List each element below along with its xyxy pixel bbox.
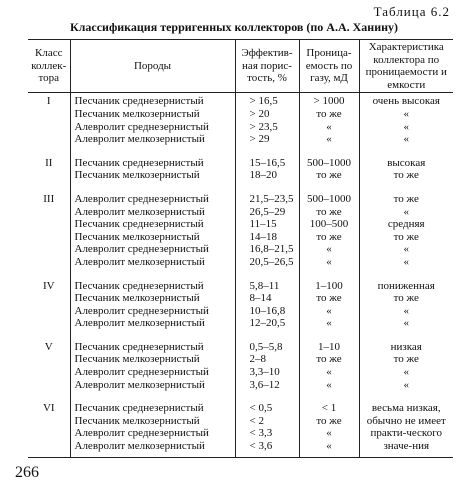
class-cell xyxy=(28,121,70,134)
characteristic-cell: « xyxy=(359,256,453,269)
characteristic-cell: то же xyxy=(359,353,453,366)
header-characteristic: Характеристика коллектора по проницаемости и емкости xyxy=(359,40,453,93)
group-spacer xyxy=(28,269,453,278)
table-row xyxy=(28,379,453,392)
characteristic-cell: то же xyxy=(359,231,453,244)
header-porosity: Эффектив-ная порис-тость, % xyxy=(235,40,299,93)
spacer-cell xyxy=(28,146,70,155)
table-row xyxy=(28,231,453,244)
group-spacer xyxy=(28,391,453,400)
spacer-cell xyxy=(28,330,70,339)
class-cell xyxy=(28,305,70,318)
porosity-cell: > 16,5 xyxy=(235,93,299,108)
spacer-cell xyxy=(235,182,299,191)
class-cell xyxy=(28,440,70,457)
permeability-cell: 1–100 xyxy=(299,278,359,293)
permeability-cell: 500–1000 xyxy=(299,191,359,206)
porosity-cell: 3,3–10 xyxy=(235,366,299,379)
rock-cell: Алевролит среднезернистый xyxy=(70,366,235,379)
permeability-cell: « xyxy=(299,317,359,330)
rock-cell: Алевролит мелкозернистый xyxy=(70,133,235,146)
rock-cell: Песчаник мелкозернистый xyxy=(70,415,235,428)
rock-cell: Песчаник среднезернистый xyxy=(70,155,235,170)
table-row xyxy=(28,317,453,330)
porosity-cell: 18–20 xyxy=(235,169,299,182)
rock-cell: Песчаник среднезернистый xyxy=(70,339,235,354)
permeability-cell: то же xyxy=(299,415,359,428)
permeability-cell: « xyxy=(299,243,359,256)
porosity-cell: 11–15 xyxy=(235,218,299,231)
rock-cell: Песчаник мелкозернистый xyxy=(70,108,235,121)
rock-cell: Песчаник среднезернистый xyxy=(70,400,235,415)
spacer-cell xyxy=(28,391,70,400)
rock-cell: Песчаник мелкозернистый xyxy=(70,231,235,244)
permeability-cell: то же xyxy=(299,353,359,366)
characteristic-cell: « xyxy=(359,366,453,379)
class-cell xyxy=(28,292,70,305)
permeability-cell: то же xyxy=(299,231,359,244)
class-cell xyxy=(28,206,70,219)
rock-cell: Алевролит среднезернистый xyxy=(70,427,235,440)
characteristic-cell: « xyxy=(359,305,453,318)
group-spacer xyxy=(28,146,453,155)
class-cell xyxy=(28,108,70,121)
characteristic-cell: средняя xyxy=(359,218,453,231)
characteristic-cell: « xyxy=(359,121,453,134)
porosity-cell: < 3,6 xyxy=(235,440,299,457)
permeability-cell: « xyxy=(299,379,359,392)
rock-cell: Песчаник среднезернистый xyxy=(70,218,235,231)
permeability-cell: < 1 xyxy=(299,400,359,415)
class-cell: VI xyxy=(28,400,70,415)
porosity-cell: < 2 xyxy=(235,415,299,428)
spacer-cell xyxy=(359,391,453,400)
spacer-cell xyxy=(70,330,235,339)
table-row xyxy=(28,243,453,256)
class-cell xyxy=(28,366,70,379)
class-cell xyxy=(28,169,70,182)
characteristic-cell: очень высокая xyxy=(359,93,453,108)
spacer-cell xyxy=(359,146,453,155)
header-rocks: Породы xyxy=(70,40,235,93)
spacer-cell xyxy=(70,146,235,155)
collector-classification-table xyxy=(28,39,453,458)
table-row xyxy=(28,191,453,206)
rock-cell: Песчаник мелкозернистый xyxy=(70,292,235,305)
permeability-cell: 500–1000 xyxy=(299,155,359,170)
characteristic-cell: пониженная xyxy=(359,278,453,293)
permeability-cell: то же xyxy=(299,169,359,182)
characteristic-cell: весьма низкая, обычно не имеет практи-ческого значе-ния xyxy=(359,400,453,457)
class-cell xyxy=(28,231,70,244)
permeability-cell: > 1000 xyxy=(299,93,359,108)
permeability-cell: « xyxy=(299,133,359,146)
table-number: Таблица 6.2 xyxy=(373,4,450,19)
class-cell xyxy=(28,243,70,256)
porosity-cell: 3,6–12 xyxy=(235,379,299,392)
porosity-cell: 26,5–29 xyxy=(235,206,299,219)
porosity-cell: 2–8 xyxy=(235,353,299,366)
table-row xyxy=(28,155,453,170)
table-row xyxy=(28,256,453,269)
porosity-cell: 15–16,5 xyxy=(235,155,299,170)
spacer-cell xyxy=(359,269,453,278)
spacer-cell xyxy=(28,269,70,278)
porosity-cell: 20,5–26,5 xyxy=(235,256,299,269)
porosity-cell: > 20 xyxy=(235,108,299,121)
class-cell xyxy=(28,133,70,146)
table-row xyxy=(28,366,453,379)
permeability-cell: « xyxy=(299,121,359,134)
class-cell xyxy=(28,427,70,440)
porosity-cell: 16,8–21,5 xyxy=(235,243,299,256)
class-cell xyxy=(28,218,70,231)
characteristic-cell: то же xyxy=(359,169,453,182)
spacer-cell xyxy=(299,182,359,191)
porosity-cell: < 0,5 xyxy=(235,400,299,415)
spacer-cell xyxy=(299,391,359,400)
permeability-cell: « xyxy=(299,440,359,457)
spacer-cell xyxy=(70,391,235,400)
rock-cell: Алевролит мелкозернистый xyxy=(70,317,235,330)
characteristic-cell: « xyxy=(359,317,453,330)
class-cell xyxy=(28,415,70,428)
spacer-cell xyxy=(359,330,453,339)
header-permeability: Проница-емость по газу, мД xyxy=(299,40,359,93)
table-row xyxy=(28,278,453,293)
group-spacer xyxy=(28,182,453,191)
table-row xyxy=(28,353,453,366)
class-cell: V xyxy=(28,339,70,354)
table-row xyxy=(28,339,453,354)
porosity-cell: < 3,3 xyxy=(235,427,299,440)
spacer-cell xyxy=(235,146,299,155)
characteristic-cell: низкая xyxy=(359,339,453,354)
spacer-cell xyxy=(299,146,359,155)
page-number: 266 xyxy=(15,464,39,481)
rock-cell: Песчаник мелкозернистый xyxy=(70,353,235,366)
class-cell: IV xyxy=(28,278,70,293)
characteristic-cell: « xyxy=(359,206,453,219)
table-row xyxy=(28,121,453,134)
porosity-cell: 12–20,5 xyxy=(235,317,299,330)
porosity-cell: 8–14 xyxy=(235,292,299,305)
spacer-cell xyxy=(235,269,299,278)
characteristic-cell: « xyxy=(359,379,453,392)
header-row xyxy=(28,40,453,93)
spacer-cell xyxy=(235,391,299,400)
class-cell xyxy=(28,317,70,330)
table-row xyxy=(28,305,453,318)
table-row xyxy=(28,169,453,182)
spacer-cell xyxy=(299,269,359,278)
spacer-cell xyxy=(70,269,235,278)
characteristic-cell: то же xyxy=(359,292,453,305)
spacer-cell xyxy=(70,182,235,191)
spacer-cell xyxy=(235,330,299,339)
header-class: Класс коллек-тора xyxy=(28,40,70,93)
porosity-cell: > 23,5 xyxy=(235,121,299,134)
rock-cell: Песчаник мелкозернистый xyxy=(70,169,235,182)
permeability-cell: то же xyxy=(299,206,359,219)
rock-cell: Алевролит среднезернистый xyxy=(70,121,235,134)
rock-cell: Алевролит мелкозернистый xyxy=(70,379,235,392)
class-cell: I xyxy=(28,93,70,108)
rock-cell: Песчаник среднезернистый xyxy=(70,278,235,293)
characteristic-cell: то же xyxy=(359,191,453,206)
characteristic-cell: « xyxy=(359,108,453,121)
permeability-cell: 1–10 xyxy=(299,339,359,354)
permeability-cell: то же xyxy=(299,108,359,121)
porosity-cell: 0,5–5,8 xyxy=(235,339,299,354)
permeability-cell: « xyxy=(299,256,359,269)
table-title: Классификация терригенных коллекторов (по А.А. Ханину) xyxy=(69,20,399,34)
porosity-cell: 5,8–11 xyxy=(235,278,299,293)
class-cell xyxy=(28,256,70,269)
table-row xyxy=(28,206,453,219)
permeability-cell: « xyxy=(299,427,359,440)
permeability-cell: то же xyxy=(299,292,359,305)
porosity-cell: > 29 xyxy=(235,133,299,146)
porosity-cell: 10–16,8 xyxy=(235,305,299,318)
rock-cell: Алевролит среднезернистый xyxy=(70,191,235,206)
table-row xyxy=(28,292,453,305)
class-cell: II xyxy=(28,155,70,170)
porosity-cell: 14–18 xyxy=(235,231,299,244)
rock-cell: Алевролит мелкозернистый xyxy=(70,206,235,219)
rock-cell: Алевролит мелкозернистый xyxy=(70,440,235,457)
table-row xyxy=(28,133,453,146)
table-row xyxy=(28,93,453,108)
permeability-cell: « xyxy=(299,366,359,379)
table-row xyxy=(28,400,453,415)
spacer-cell xyxy=(299,330,359,339)
rock-cell: Алевролит среднезернистый xyxy=(70,243,235,256)
class-cell xyxy=(28,379,70,392)
rock-cell: Алевролит среднезернистый xyxy=(70,305,235,318)
rock-cell: Песчаник среднезернистый xyxy=(70,93,235,108)
class-cell xyxy=(28,353,70,366)
spacer-cell xyxy=(28,182,70,191)
group-spacer xyxy=(28,330,453,339)
spacer-cell xyxy=(359,182,453,191)
porosity-cell: 21,5–23,5 xyxy=(235,191,299,206)
characteristic-cell: « xyxy=(359,133,453,146)
table-row xyxy=(28,108,453,121)
characteristic-cell: « xyxy=(359,243,453,256)
class-cell: III xyxy=(28,191,70,206)
permeability-cell: 100–500 xyxy=(299,218,359,231)
table-row xyxy=(28,218,453,231)
permeability-cell: « xyxy=(299,305,359,318)
characteristic-cell: высокая xyxy=(359,155,453,170)
rock-cell: Алевролит мелкозернистый xyxy=(70,256,235,269)
